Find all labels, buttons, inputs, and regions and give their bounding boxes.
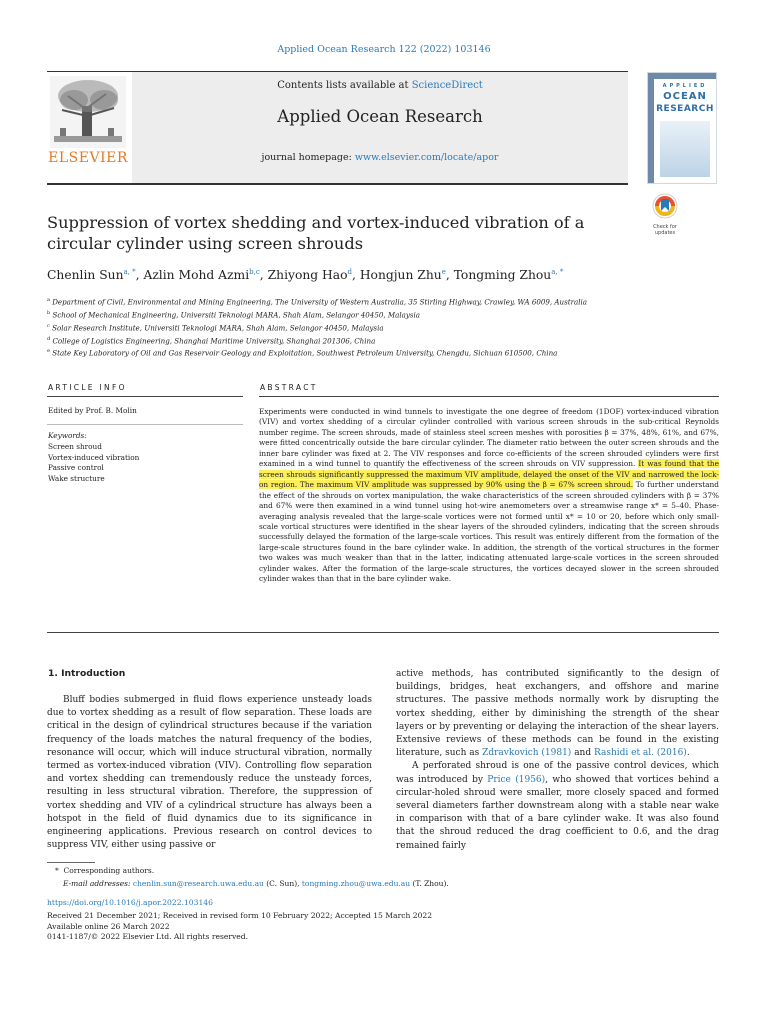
- paragraph-text: , who showed that vortices behind a circular-holed shroud were smaller, more closely spaced and formed several diameters farther downstream along with a stable near wake in comparison with that of a bare cylinder wake. It was also found that the shroud reduced the drag coefficient to 0.6, and the drag remained fairly: [396, 774, 719, 851]
- affiliation-marker: c: [47, 322, 50, 329]
- intro-column-left: Bluff bodies submerged in fluid flows experience unsteady loads due to vortex shedding as a result of flow separation. These loads are critical in the design of cylindrical structures because if the variation frequency of the loads matches the natural frequency of the bodies, resonance will occur, which will induce structural vibration, normally termed as vortex-induced vibration (VIV). Controlling flow separation and vortex shedding can tremendously reduce the unsteady forces, resulting in less structural vibration. Therefore, the suppression of vortex shedding and VIV of a cylindrical structure has always been a hotspot in the field of fluid dynamics due to its significance in engineering applications. Previous research on control devices to suppress VIV, either using passive or: [47, 695, 372, 851]
- reference-link-zdravkovich[interactable]: Zdravkovich (1981): [482, 748, 572, 759]
- abstract-rule: [259, 396, 719, 397]
- paragraph-text: .: [686, 748, 690, 759]
- affiliation-list: [47, 295, 727, 359]
- email-owner: (T. Zhou).: [410, 879, 449, 888]
- keyword: Vortex-induced vibration: [48, 452, 140, 462]
- footnote-emails: [63, 879, 449, 888]
- author-affil-marker[interactable]: e: [441, 268, 446, 276]
- keyword: Screen shroud: [48, 442, 102, 451]
- intro-paragraph: [396, 668, 719, 760]
- affiliation-text: Department of Civil, Environmental and Mining Engineering, The University of Western Australia, 35 Stirling Highway, Crawley, WA 6009, Australia: [52, 297, 587, 307]
- affiliation-text: Solar Research Institute, Universiti Teknologi MARA, Shah Alam, Selangor 40450, Malaysia: [52, 323, 384, 333]
- journal-name: Applied Ocean Research: [277, 107, 483, 126]
- author-separator: ,: [445, 268, 454, 283]
- header-bottom-rule: [47, 183, 628, 185]
- check-badge-line1: Check for: [653, 224, 677, 230]
- email-link-sun[interactable]: chenlin.sun@research.uwa.edu.au: [132, 879, 264, 888]
- abstract-highlight[interactable]: It was found that the screen shrouds significantly suppressed the maximum VIV amplitude, delayed the onset of the VIV and narrowed the lock-on region. The maximum VIV amplitude was suppressed by 90% using the β = 67% screen shroud.: [259, 459, 719, 490]
- cover-word-research: RESEARCH: [656, 104, 714, 114]
- journal-reference-link[interactable]: Applied Ocean Research 122 (2022) 103146: [277, 44, 491, 55]
- affiliation: [47, 346, 727, 359]
- journal-homepage-line: journal homepage: www.elsevier.com/locate/apor: [261, 152, 499, 163]
- abstract-bottom-rule: [47, 632, 719, 633]
- affiliation-marker: b: [47, 309, 51, 316]
- article-info-divider: [47, 424, 243, 425]
- author-separator: ,: [135, 268, 144, 283]
- reference-link-price[interactable]: Price (1956): [487, 774, 546, 785]
- author[interactable]: Azlin Mohd Azmi: [143, 268, 250, 283]
- contents-line: Contents lists available at ScienceDirect: [277, 80, 483, 91]
- author[interactable]: Hongjun Zhu: [359, 268, 442, 283]
- cover-word-ocean: OCEAN: [663, 91, 707, 102]
- affiliation-text: State Key Laboratory of Oil and Gas Reservoir Geology and Exploitation, Southwest Petroleum University, Chengdu, Sichuan 610500, China: [52, 348, 558, 358]
- cover-word-applied: APPLIED: [662, 83, 708, 89]
- affiliation-marker: e: [47, 348, 50, 355]
- keywords-heading: Keywords:: [48, 431, 87, 440]
- keyword: Passive control: [48, 463, 104, 472]
- date-line: Received 21 December 2021; Received in revised form 10 February 2022; Accepted 15 March 2022: [47, 911, 433, 920]
- author-affil-marker[interactable]: a, *: [123, 268, 136, 276]
- abstract-heading: ABSTRACT: [260, 383, 318, 392]
- author[interactable]: Zhiyong Hao: [267, 268, 348, 283]
- keyword: Wake structure: [48, 473, 105, 483]
- edited-by: Edited by Prof. B. Molin: [48, 406, 137, 415]
- paragraph-text: active methods, has contributed significantly to the design of buildings, bridges, heat exchangers, and offshore and marine structures. The passive methods normally work by disrupting the vortex shedding, either by diminishing the strength of the shear layers or by preventing or delaying the interaction of the shear layers. Extensive reviews of these methods can be found in the existing literature, such as: [396, 669, 719, 759]
- check-for-updates-badge[interactable]: [648, 192, 682, 236]
- publisher-wordmark: ELSEVIER: [48, 150, 128, 166]
- affiliation-text: College of Logistics Engineering, Shanghai Maritime University, Shanghai 201306, China: [52, 335, 376, 345]
- abstract-part: To further understand the effect of the shrouds on vortex manipulation, the wake characteristics of the screen shrouded cylinders with β = 37% and 67% were then examined in a wind tunnel using hot-wire anemometers over a streamwise range x* = 5–40. Phase-averaging analysis revealed that the large-scale vortices were not formed until x* = 10 or 20, before which only small-scale vortical structures were identified in the shear layers of the shrouded cylinders, indicating that the screen shrouds successfully delayed the formation of the large-scale vortices. This result was entirely different from the formation of the large-scale structures found in the bare cylinder wake. In addition, the strength of the vortical structures in the former two wakes was much weaker than that in the latter, indicating attenuated large-scale vortices in the screen shrouded cylinder wakes. After the formation of the large-scale structures, the vortices decayed slower in the screen shrouded cylinder wakes than that in the bare cylinder wake.: [259, 480, 719, 584]
- cover-stripe: [648, 73, 654, 183]
- author-affil-marker[interactable]: d: [347, 268, 352, 276]
- affiliation-marker: a: [47, 297, 50, 303]
- footnote-corresponding: [55, 866, 154, 875]
- author-separator: ,: [352, 268, 360, 283]
- abstract-part: Experiments were conducted in wind tunnels to investigate the one degree of freedom (1DOF) vortex-induced vibration (VIV) and vortex shedding of a circular cylinder controlled with various screen shrouds in the sub-critical Reynolds number regime. The screen shrouds, made of stainless steel screen meshes with porosities β = 37%, 48%, 61%, and 67%, were fitted concentrically outside the bare circular cylinder. The diameter ratio between the outer screen shrouds and the inner bare cylinder was fixed at 2. The VIV responses and force co-efficients of the screen shrouded cylinders were first examined in a wind tunnel to quantify the effectiveness of the screen shrouds on VIV suppression.: [259, 407, 719, 469]
- cover-top-band: [654, 73, 716, 79]
- keyword-list: [48, 442, 139, 484]
- affiliation: [47, 334, 727, 347]
- author-list: [47, 268, 727, 282]
- article-info-heading: ARTICLE INFO: [48, 383, 127, 392]
- intro-column-right: [396, 668, 719, 853]
- article-title: Suppression of vortex shedding and vortex-induced vibration of a circular cylinder using screen shrouds: [47, 213, 585, 253]
- footnote-rule: [47, 862, 95, 863]
- email-label: E-mail addresses:: [63, 879, 133, 888]
- article-info-rule: [47, 396, 243, 397]
- copyright-line: 0141-1187/© 2022 Elsevier Ltd. All rights reserved.: [47, 932, 249, 942]
- intro-paragraph: [396, 760, 719, 852]
- cover-image: [660, 121, 710, 177]
- author[interactable]: Chenlin Sun: [47, 268, 124, 283]
- reference-link-rashidi[interactable]: Rashidi et al. (2016): [593, 748, 687, 759]
- author[interactable]: Tongming Zhou: [453, 268, 552, 283]
- affiliation-text: School of Mechanical Engineering, Universiti Teknologi MARA, Shah Alam, Selangor 40450, Malaysia: [52, 310, 420, 320]
- header-top-rule: [47, 71, 628, 72]
- check-badge-text: [648, 224, 682, 236]
- affiliation-marker: d: [47, 335, 51, 342]
- author-affil-marker[interactable]: a, *: [551, 268, 564, 276]
- affiliation: [47, 295, 727, 308]
- paragraph-text: and: [571, 748, 594, 759]
- footnote-text: Corresponding authors.: [63, 866, 155, 875]
- sciencedirect-link[interactable]: ScienceDirect: [411, 80, 483, 91]
- doi-link[interactable]: https://doi.org/10.1016/j.apor.2022.103146: [47, 898, 213, 907]
- journal-homepage-link[interactable]: www.elsevier.com/locate/apor: [354, 152, 499, 163]
- check-badge-line2: updates: [654, 230, 676, 236]
- section-heading-introduction: 1. Introduction: [48, 668, 126, 679]
- author-affil-marker[interactable]: b,c: [249, 268, 260, 276]
- affiliation: [47, 321, 727, 334]
- paragraph-text: A perforated shroud is one of the passive control devices, which was introduced by: [396, 761, 719, 785]
- footnote-asterisk: *: [55, 866, 59, 875]
- publication-dates: [47, 911, 432, 943]
- author-separator: ,: [259, 268, 268, 283]
- abstract-text: [259, 407, 719, 585]
- email-owner: (C. Sun),: [263, 879, 302, 888]
- date-line: Available online 26 March 2022: [47, 921, 170, 931]
- affiliation: [47, 308, 727, 321]
- check-updates-icon: [648, 192, 682, 220]
- journal-cover-thumbnail[interactable]: [647, 72, 717, 184]
- email-link-zhou[interactable]: tongming.zhou@uwa.edu.au: [301, 879, 411, 888]
